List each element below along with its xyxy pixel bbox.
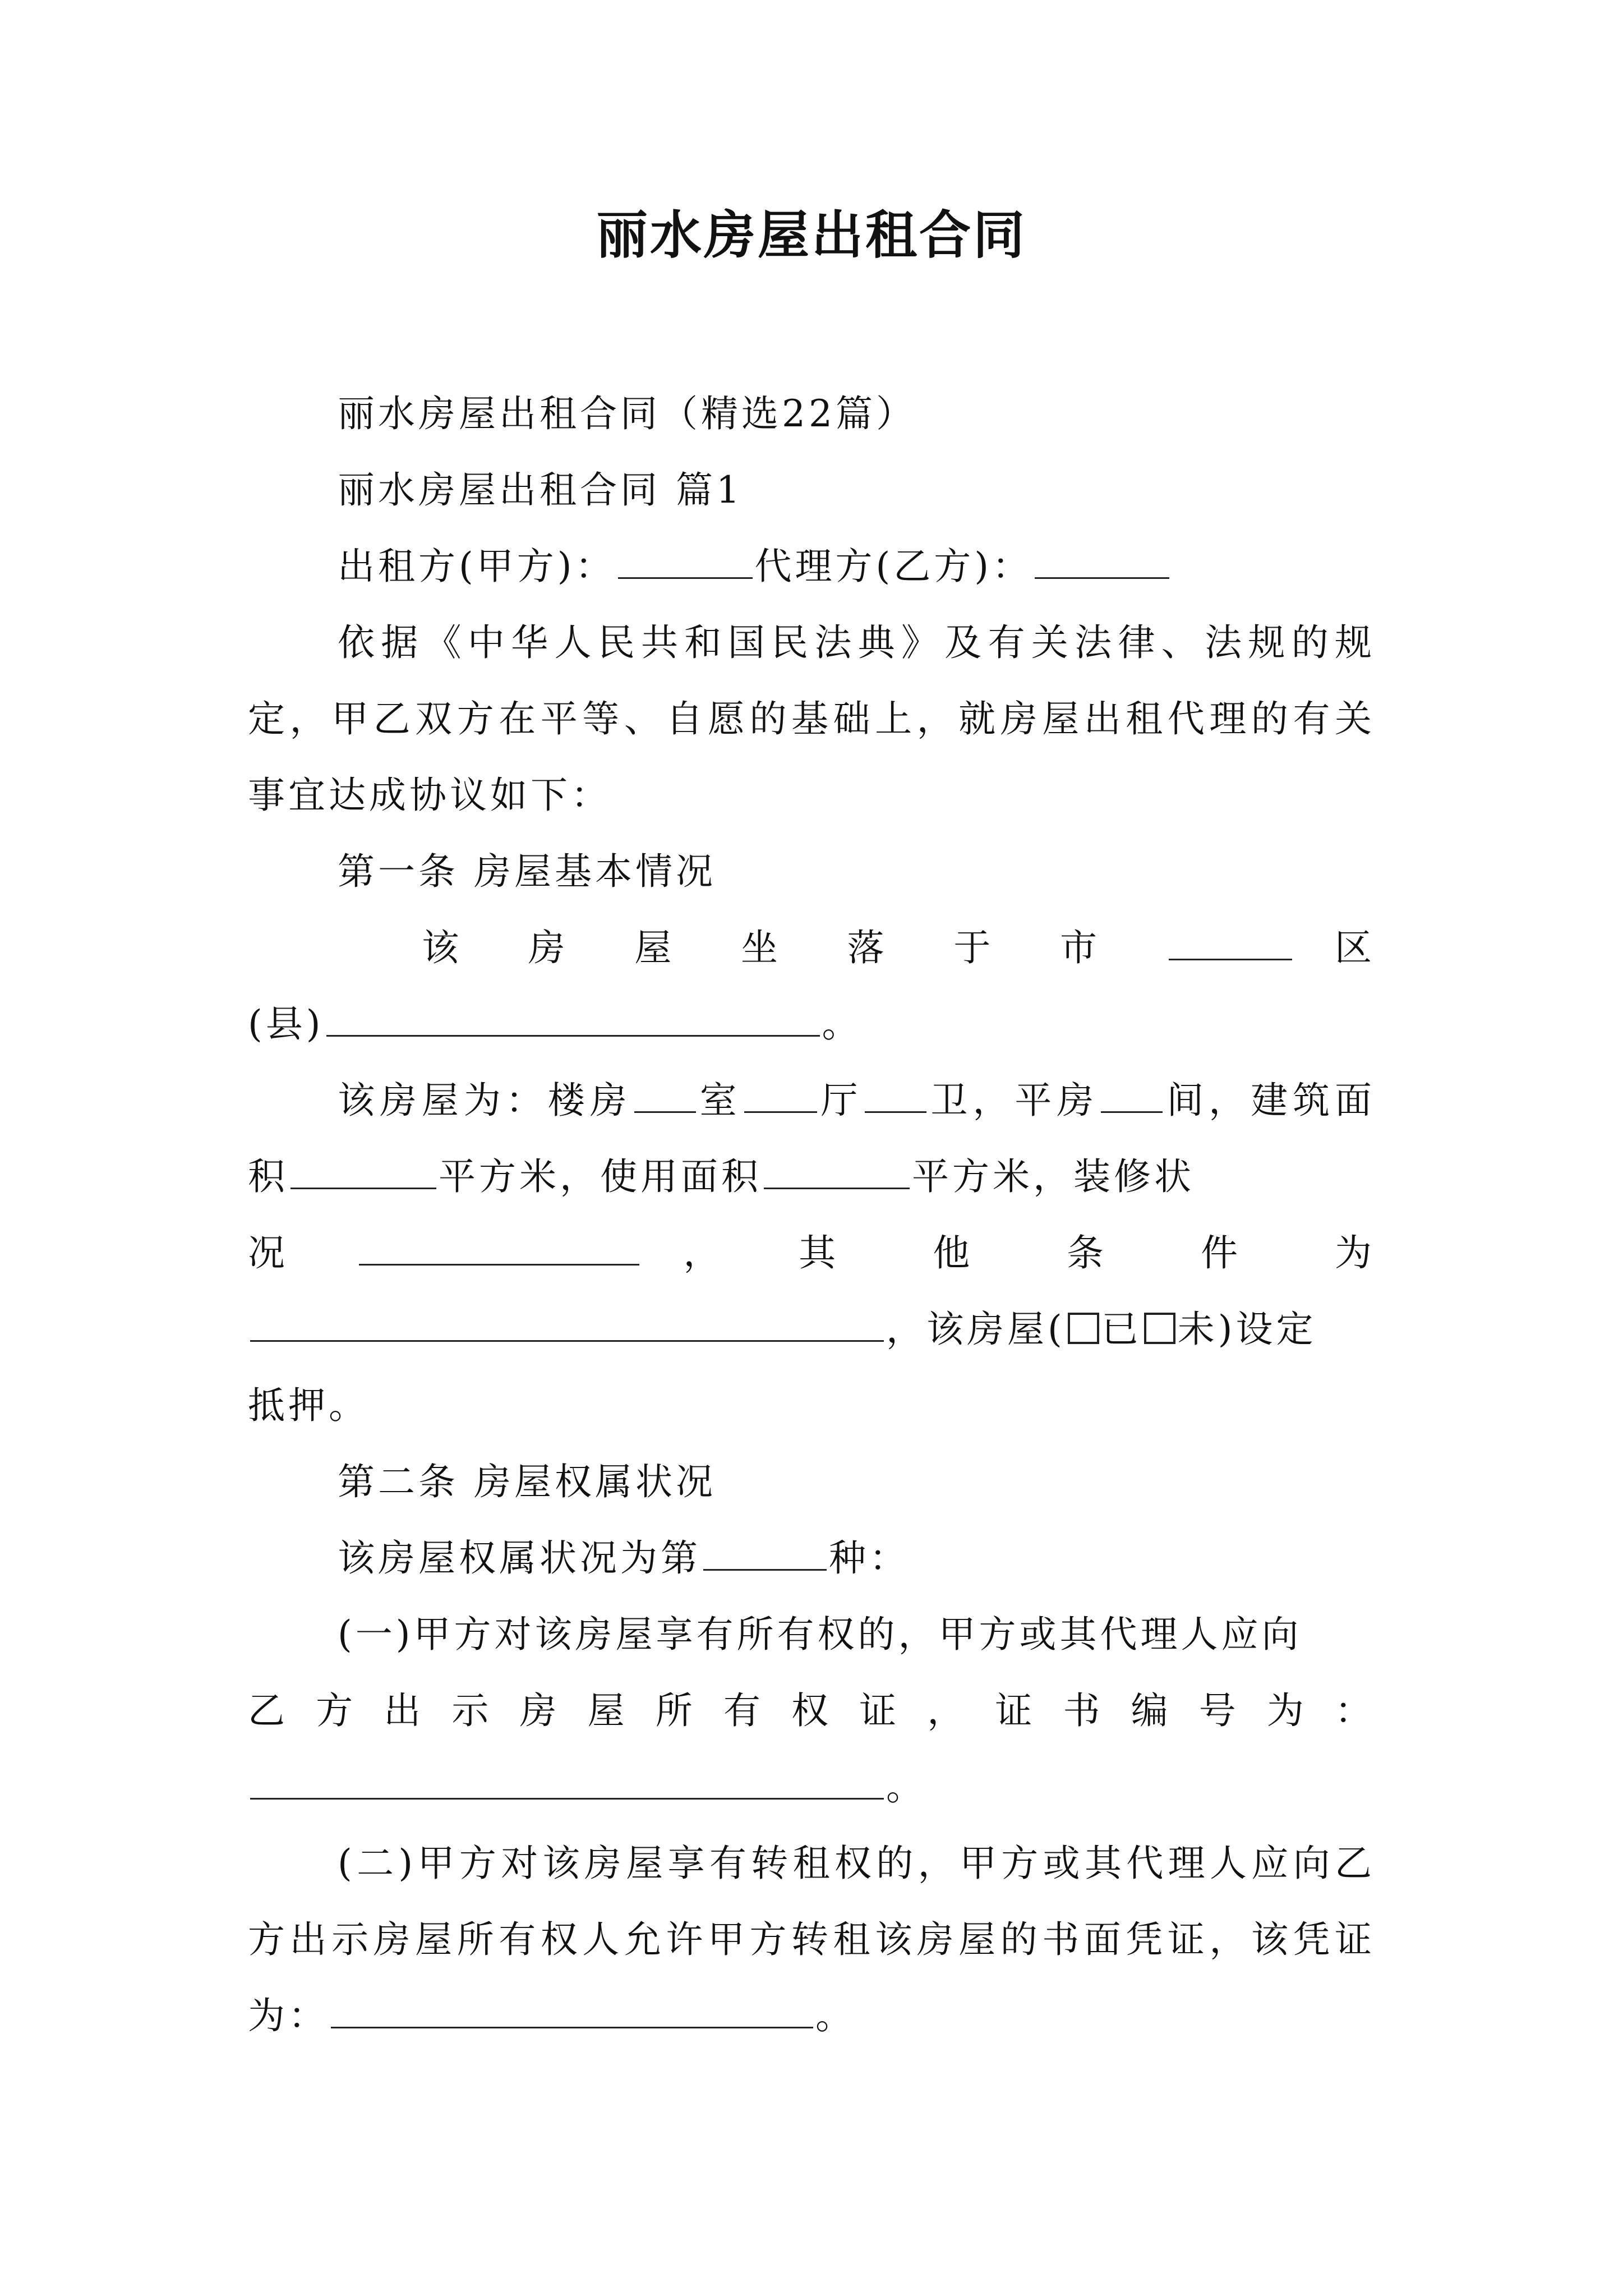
section-heading: 丽水房屋出租合同 篇1: [338, 468, 743, 512]
lessor-label: 出租方(甲方)：: [338, 545, 616, 588]
article2-clause1-line2: 乙 方 出 示 房 屋 所 有 权 证 ， 证 书 编 号 为 ：: [248, 1689, 1375, 1732]
condition-word: 况: [248, 1231, 315, 1274]
agent-label: 代理方(乙方)：: [754, 545, 1032, 588]
article1-location-line1: [248, 910, 1375, 986]
type-blank: [703, 1535, 827, 1571]
article1-location-line2: [248, 986, 1375, 1062]
rooms-unit: 间，: [1165, 1079, 1251, 1122]
article2-heading: 第二条 房屋权属状况: [338, 1460, 716, 1503]
mortgage-end: 抵押。: [248, 1384, 369, 1427]
article1-layout: [248, 1062, 1375, 1215]
article2-clause1-line1: (一)甲方对该房屋享有所有权的，甲方或其代理人应向: [338, 1613, 1302, 1656]
location-district: 区: [1335, 926, 1375, 969]
agent-blank: [1035, 544, 1169, 579]
document-body: [248, 376, 1375, 2054]
document-title: 丽水房屋出租合同: [596, 205, 1027, 265]
mortgage-yes-checkbox[interactable]: [1068, 1313, 1099, 1344]
article2-clause2: [248, 1825, 1375, 2054]
article1-heading: 第一条 房屋基本情况: [338, 850, 716, 893]
building-area-blank: [291, 1154, 436, 1189]
sqm2-label: 平方米，装修状: [912, 1155, 1195, 1198]
clause2-end: 。: [815, 1994, 856, 2037]
type-suffix: 种：: [829, 1536, 910, 1580]
layout-prefix: 该房屋为：楼房: [338, 1079, 632, 1122]
voucher-blank: [331, 1993, 813, 2028]
location-prefix: 该 房 屋 坐 落 于 市: [422, 926, 1126, 969]
article2-clause1-line3: [248, 1749, 1375, 1825]
location-end: 。: [822, 1002, 863, 1046]
room-blank: [634, 1078, 696, 1113]
article2-type-line: [248, 1520, 1375, 1596]
bath-blank: [865, 1078, 926, 1113]
parties-line: [248, 528, 1375, 605]
mortgage-prefix: ，该房屋(: [886, 1308, 1066, 1351]
condition-blank: [359, 1230, 639, 1266]
intro-paragraph: 依据《中华人民共和国民法典》及有关法律、法规的规定，甲乙双方在平等、自愿的基础上，就房屋出租代理的有关事宜达成协议如下：: [248, 621, 1375, 817]
other-conditions: ， 其 他 条 件 为: [683, 1231, 1376, 1274]
area-building-label: 建筑面积: [248, 1079, 1376, 1198]
certificate-number-blank: [250, 1764, 884, 1800]
lessor-blank: [618, 544, 753, 579]
rooms-blank: [1101, 1078, 1163, 1113]
clause1-end: 。: [886, 1765, 926, 1809]
article1-mortgage-line: [248, 1291, 1375, 1368]
other-conditions-blank: [250, 1306, 884, 1342]
subtitle: 丽水房屋出租合同（精选22篇）: [338, 392, 916, 435]
location-county: (县): [248, 1002, 324, 1046]
sqm1-label: 平方米，使用面积: [439, 1155, 762, 1198]
mortgage-no-checkbox[interactable]: [1144, 1313, 1175, 1344]
usable-area-blank: [764, 1154, 910, 1189]
type-prefix: 该房屋权属状况为第: [338, 1536, 701, 1580]
clause2-text: (二)甲方对该房屋享有转租权的，甲方或其代理人应向乙方出示房屋所有权人允许甲方转租该房屋的书面凭证，该凭证为：: [248, 1842, 1375, 2037]
district-blank: [326, 1001, 820, 1037]
city-blank: [1169, 925, 1292, 960]
article1-condition-line: [248, 1215, 1375, 1291]
bath-label: 卫，平房: [929, 1079, 1099, 1122]
hall-label: 厅: [819, 1079, 863, 1122]
room-label: 室: [698, 1079, 742, 1122]
mortgage-no-label: 未)设定: [1177, 1308, 1317, 1351]
hall-blank: [744, 1078, 817, 1113]
mortgage-yes-label: 已: [1101, 1308, 1142, 1351]
